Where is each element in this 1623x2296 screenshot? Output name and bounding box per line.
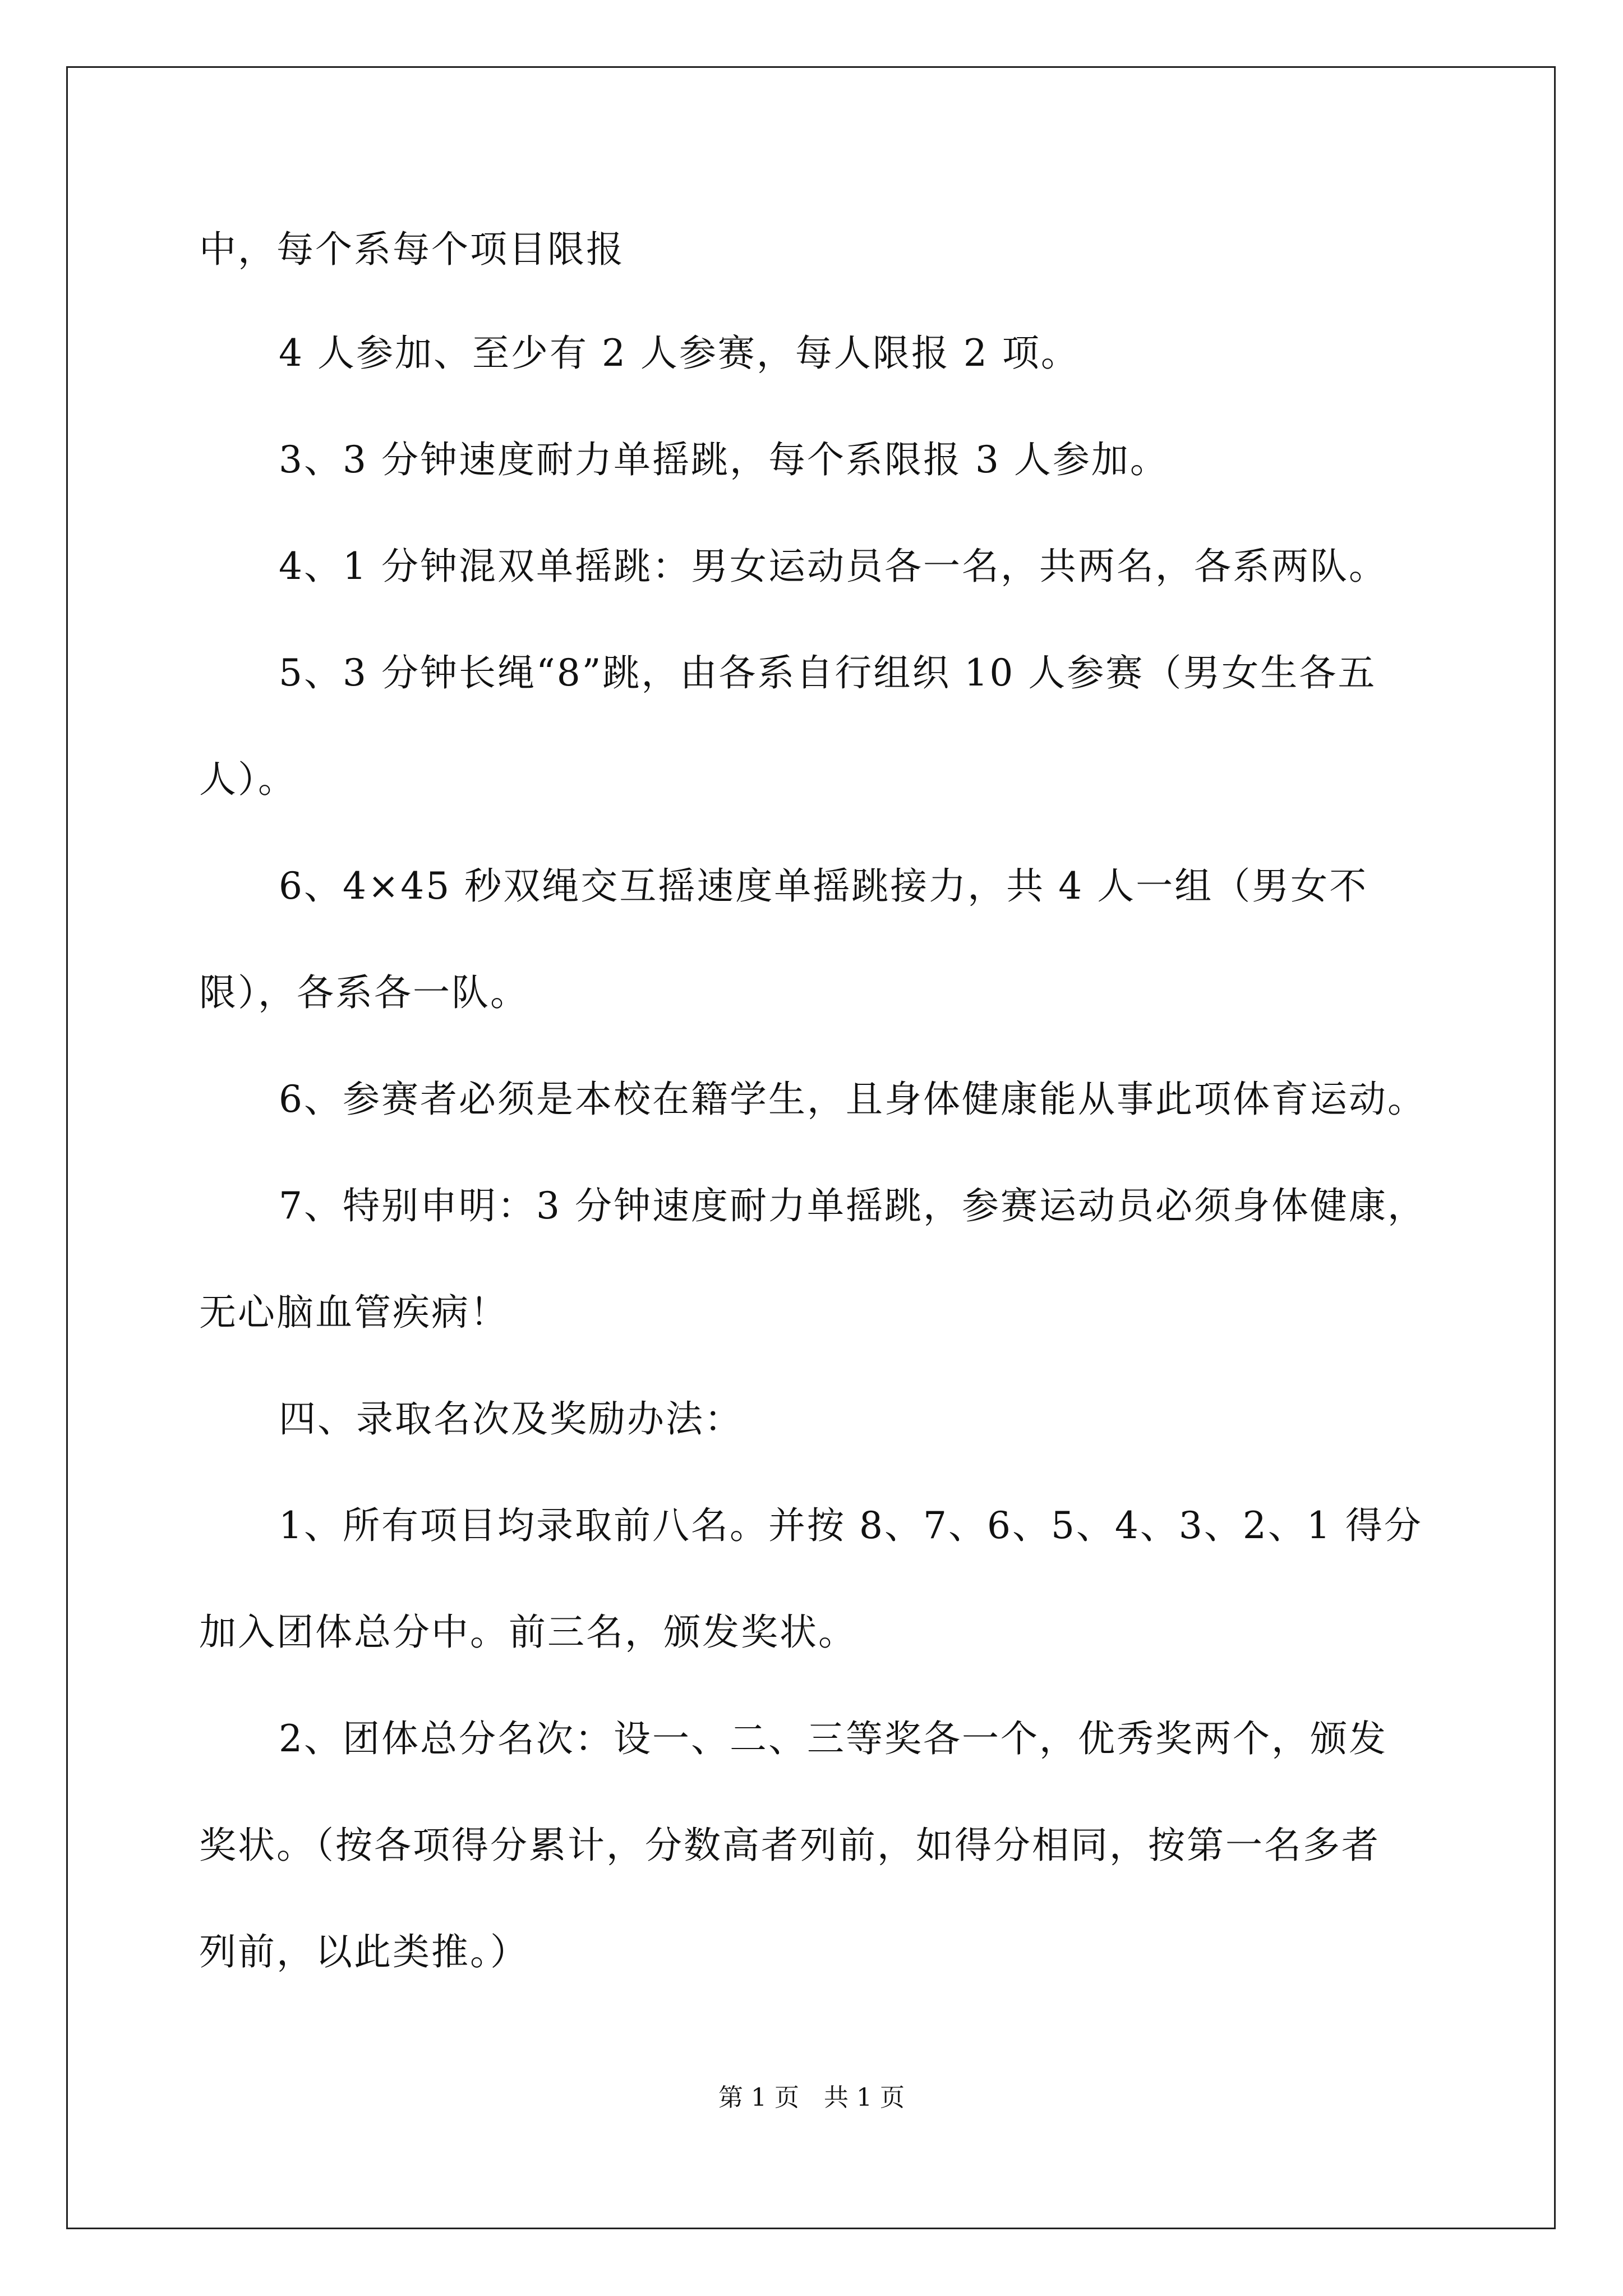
- page-footer: 第 1 页 共 1 页: [718, 2083, 905, 2112]
- text-line: 6、参赛者必须是本校在籍学生，且身体健康能从事此项体育运动。: [279, 1078, 1426, 1121]
- text-line: 4、1 分钟混双单摇跳：男女运动员各一名，共两名，各系两队。: [279, 545, 1387, 588]
- text-line: 中，每个系每个项目限报: [199, 228, 625, 271]
- text-line: 3、3 分钟速度耐力单摇跳，每个系限报 3 人参加。: [279, 438, 1169, 481]
- text-line: 5、3 分钟长绳“8”跳，由各系自行组织 10 人参赛（男女生各五: [279, 651, 1377, 694]
- text-line: 1、所有项目均录取前八名。并按 8、7、6、5、4、3、2、1 得分: [279, 1504, 1423, 1547]
- text-line: 无心脑血管疾病！: [199, 1291, 509, 1334]
- page-border: [66, 66, 1556, 2229]
- text-line: 7、特别申明：3 分钟速度耐力单摇跳，参赛运动员必须身体健康，: [279, 1184, 1426, 1227]
- section-heading: 四、录取名次及奖励办法：: [279, 1397, 743, 1441]
- text-line: 限），各系各一队。: [199, 971, 529, 1014]
- text-line: 人）。: [199, 758, 297, 801]
- text-line: 2、团体总分名次：设一、二、三等奖各一个，优秀奖两个，颁发: [279, 1717, 1387, 1760]
- text-line: 列前，以此类推。）: [199, 1930, 529, 1973]
- text-line: 奖状。（按各项得分累计，分数高者列前，如得分相同，按第一名多者: [199, 1824, 1380, 1867]
- text-line: 6、4×45 秒双绳交互摇速度单摇跳接力，共 4 人一组（男女不: [279, 864, 1368, 908]
- text-line: 4 人参加、至少有 2 人参赛，每人限报 2 项。: [279, 332, 1080, 375]
- text-line: 加入团体总分中。前三名，颁发奖状。: [199, 1611, 857, 1654]
